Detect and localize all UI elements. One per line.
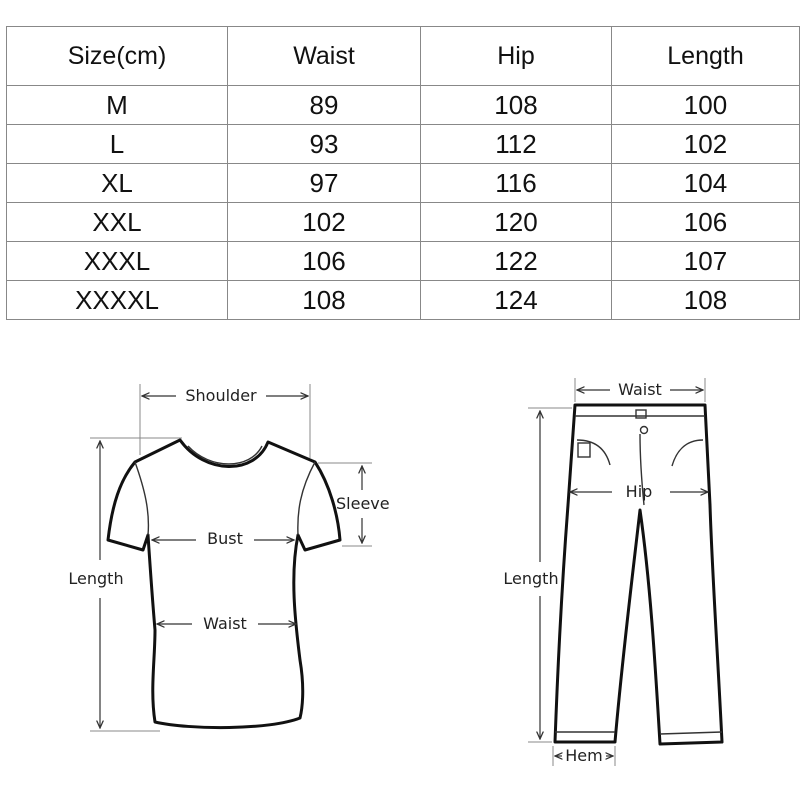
cell-waist: 89	[228, 86, 421, 125]
pants-left-pocket	[577, 440, 610, 465]
pants-length-label: Length	[503, 569, 559, 588]
cell-size: XXXXL	[7, 281, 228, 320]
shirt-bust-label: Bust	[207, 529, 243, 548]
pants-hem-label: Hem	[565, 746, 603, 765]
pants-hem-measure	[553, 746, 615, 766]
pants-illustration	[555, 405, 722, 744]
cell-length: 106	[612, 203, 800, 242]
cell-waist: 93	[228, 125, 421, 164]
pants-belt-loop	[636, 410, 646, 418]
cell-hip: 108	[421, 86, 612, 125]
cell-waist: 106	[228, 242, 421, 281]
pants-hip-measure	[570, 482, 708, 501]
cell-hip: 112	[421, 125, 612, 164]
pants-waist-label: Waist	[618, 380, 662, 399]
cell-length: 104	[612, 164, 800, 203]
header-waist: Waist	[228, 27, 421, 86]
cell-hip: 124	[421, 281, 612, 320]
cell-size: M	[7, 86, 228, 125]
shirt-shoulder-label: Shoulder	[185, 386, 257, 405]
shirt-length-measure	[68, 438, 182, 731]
header-length: Length	[612, 27, 800, 86]
pants-coin-pocket	[578, 443, 590, 457]
pants-right-hem-seam	[660, 732, 722, 734]
cell-hip: 116	[421, 164, 612, 203]
pants-outline	[555, 405, 722, 744]
shirt-sleeve-measure	[318, 463, 390, 546]
pants-button	[641, 427, 648, 434]
cell-size: XXL	[7, 203, 228, 242]
tshirt-left-sleeve-seam	[135, 462, 148, 535]
cell-length: 108	[612, 281, 800, 320]
cell-length: 102	[612, 125, 800, 164]
cell-waist: 102	[228, 203, 421, 242]
shirt-waist-measure	[157, 614, 296, 633]
shirt-sleeve-label: Sleeve	[336, 494, 390, 513]
cell-hip: 120	[421, 203, 612, 242]
pants-waist-measure	[575, 378, 705, 402]
cell-waist: 97	[228, 164, 421, 203]
tshirt-illustration	[108, 440, 340, 728]
cell-hip: 122	[421, 242, 612, 281]
header-hip: Hip	[421, 27, 612, 86]
header-size: Size(cm)	[7, 27, 228, 86]
cell-size: XL	[7, 164, 228, 203]
shirt-waist-label: Waist	[203, 614, 247, 633]
pants-hip-label: Hip	[625, 482, 653, 501]
pants-right-pocket	[672, 440, 703, 466]
cell-waist: 108	[228, 281, 421, 320]
cell-length: 100	[612, 86, 800, 125]
shirt-length-label: Length	[68, 569, 124, 588]
tshirt-right-sleeve-seam	[298, 462, 315, 535]
cell-length: 107	[612, 242, 800, 281]
cell-size: L	[7, 125, 228, 164]
cell-size: XXXL	[7, 242, 228, 281]
shirt-bust-measure	[152, 529, 294, 548]
